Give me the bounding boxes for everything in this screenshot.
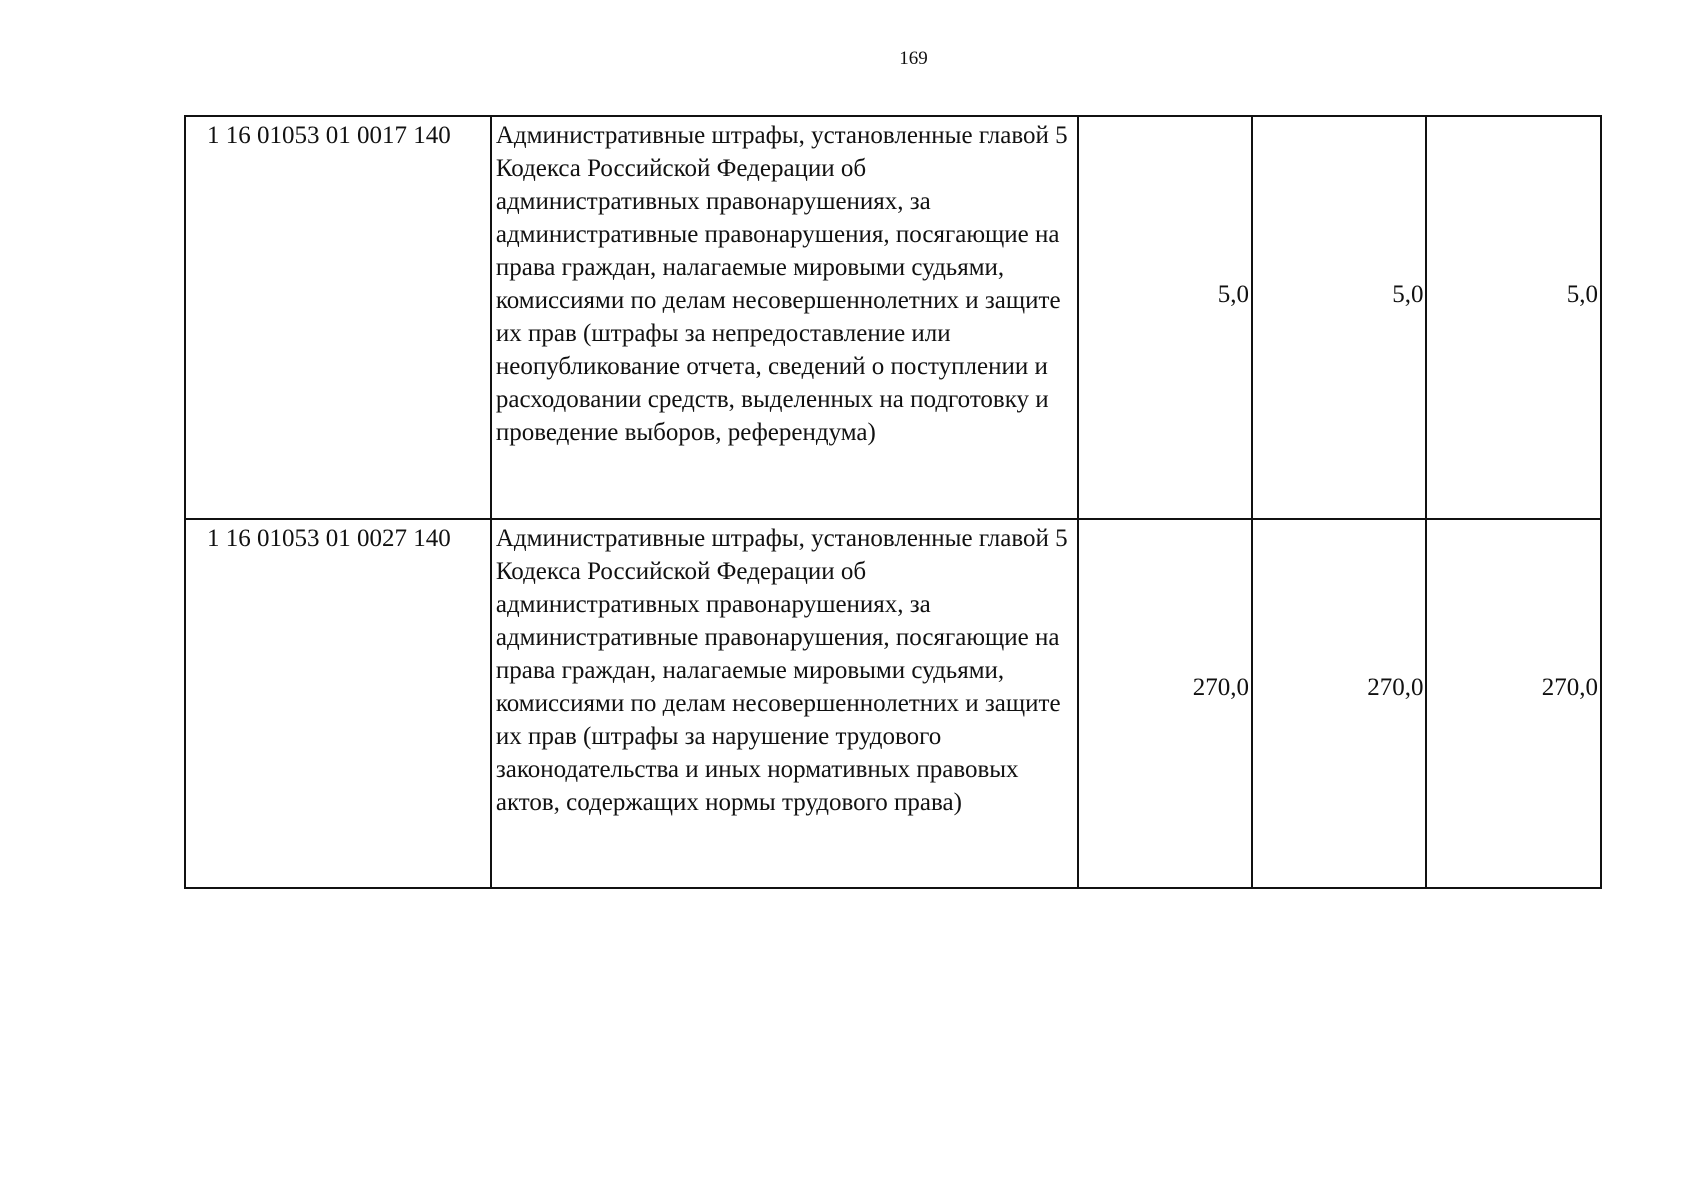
amount-cell-year-2: 5,0: [1252, 116, 1426, 519]
revenue-code-cell: 1 16 01053 01 0017 140: [185, 116, 491, 519]
revenue-description-cell: Административные штрафы, установленные главой 5 Кодекса Российской Федерации об административных правонарушениях, за административные правонарушения, посягающие на права граждан, налагаемые мировыми судьями, комиссиями по делам несовершеннолетних и защите их прав (штрафы за нарушение трудового законодательства и иных нормативных правовых актов, содержащих нормы трудового права): [491, 519, 1078, 888]
amount-cell-year-2: 270,0: [1252, 519, 1426, 888]
amount-cell-year-1: 270,0: [1078, 519, 1252, 888]
amount-cell-year-1: 5,0: [1078, 116, 1252, 519]
table-row: [185, 519, 1601, 888]
budget-revenue-table: [184, 115, 1602, 889]
table-row: [185, 116, 1601, 519]
amount-cell-year-3: 270,0: [1426, 519, 1601, 888]
revenue-description-cell: Административные штрафы, установленные главой 5 Кодекса Российской Федерации об административных правонарушениях, за административные правонарушения, посягающие на права граждан, налагаемые мировыми судьями, комиссиями по делам несовершеннолетних и защите их прав (штрафы за непредоставление или неопубликование отчета, сведений о поступлении и расходовании средств, выделенных на подготовку и проведение выборов, референдума): [491, 116, 1078, 519]
revenue-code-cell: 1 16 01053 01 0027 140: [185, 519, 491, 888]
amount-cell-year-3: 5,0: [1426, 116, 1601, 519]
page-number: 169: [899, 48, 928, 69]
